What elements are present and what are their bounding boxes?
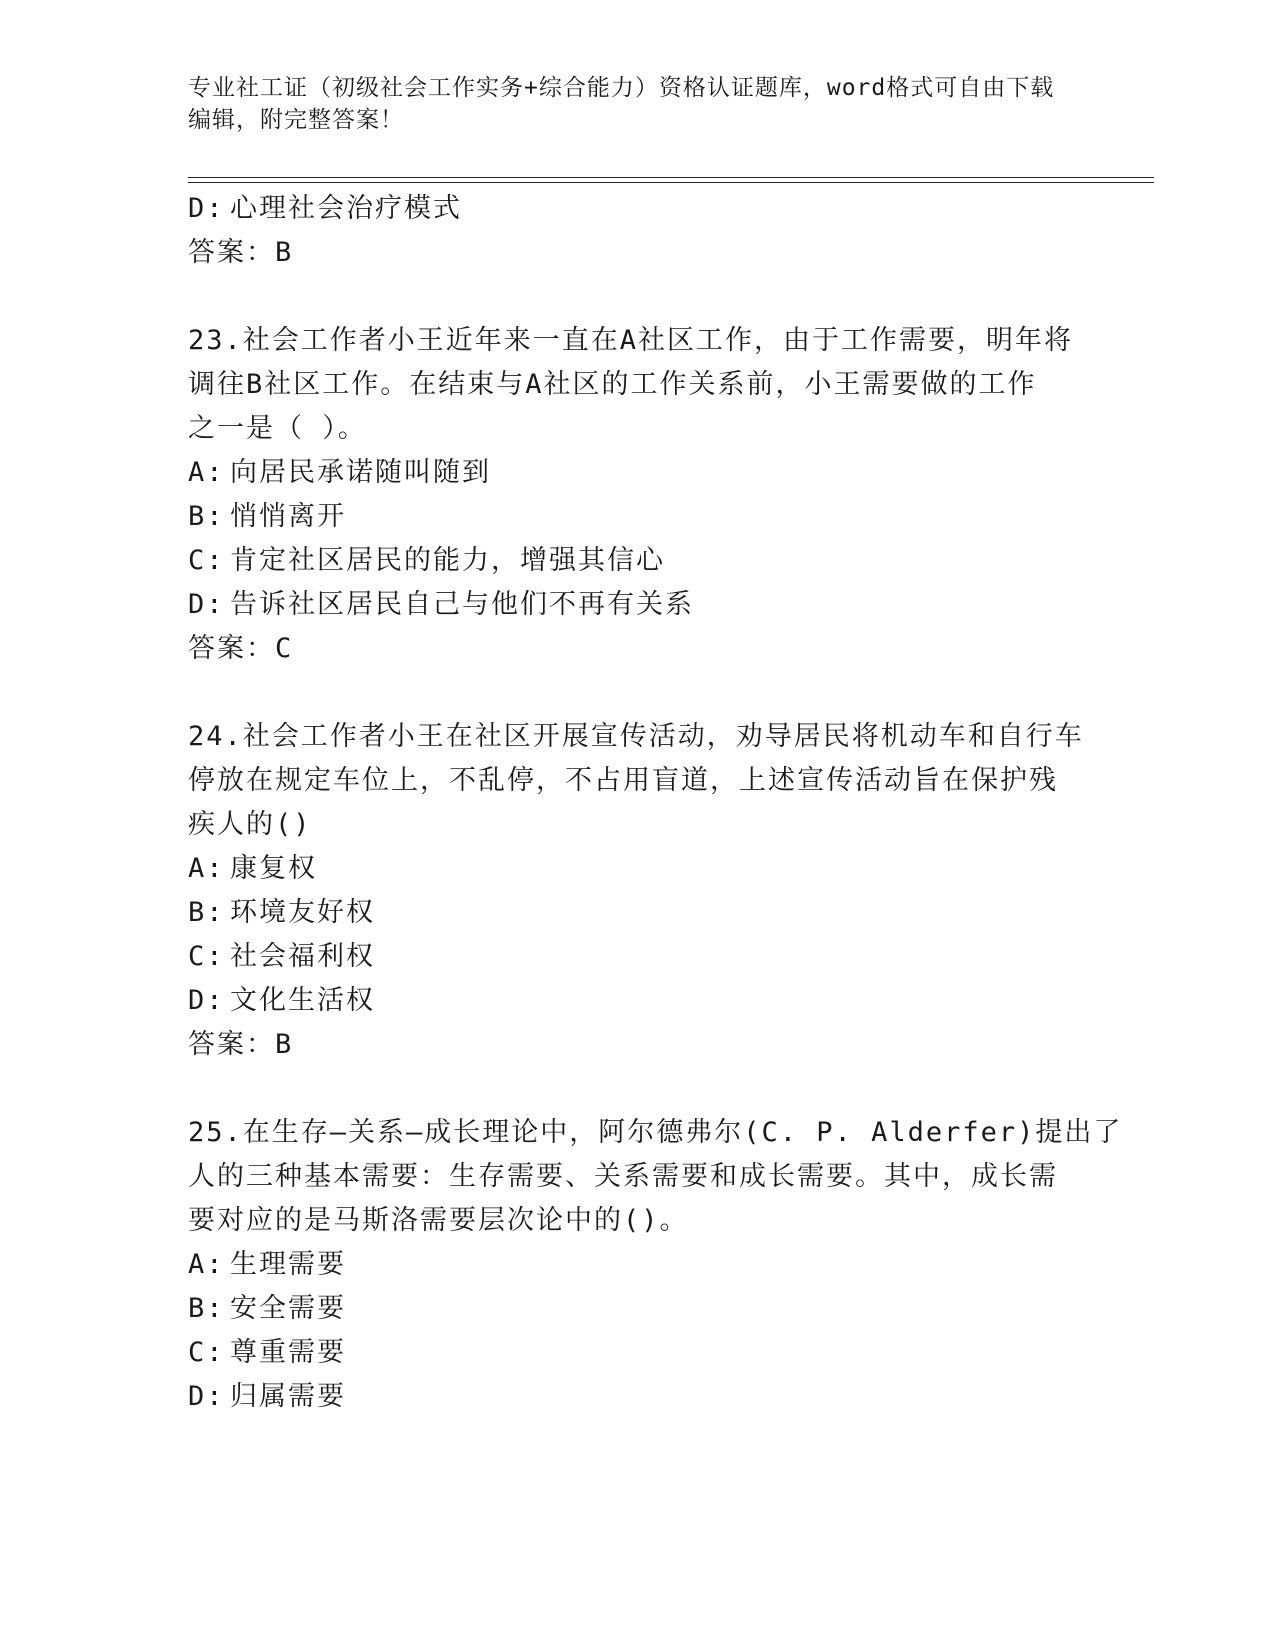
option-label: A: [188,1249,225,1280]
q25-option-a [188,1242,346,1288]
q24-stem-line-2: 停放在规定车位上，不乱停，不占用盲道，上述宣传活动旨在保护残 [188,765,1058,796]
q24-option-c [188,934,375,980]
q23-option-c [188,538,665,584]
option-text: 悄悄离开 [230,501,346,532]
q25-stem-line-1: 25.在生存—关系—成长理论中，阿尔德弗尔(C. P. Alderfer)提出了 [188,1117,1123,1148]
q23-option-b [188,494,346,540]
q24-answer: 答案：B [188,1029,294,1060]
header-rule-bottom [188,182,1154,183]
header-rule-top [188,177,1154,178]
q24-option-b [188,890,375,936]
page-header [188,72,1088,136]
option-label: A: [188,457,225,488]
option-text: 向居民承诺随叫随到 [230,457,491,488]
option-text: 心理社会治疗模式 [230,193,462,224]
option-text: 归属需要 [230,1381,346,1412]
option-label: B: [188,897,225,928]
option-text: 康复权 [230,853,317,884]
q24-option-d [188,978,375,1024]
option-text: 环境友好权 [230,897,375,928]
q24-stem-line-3: 疾人的() [188,809,312,840]
header-line-2: 编辑，附完整答案！ [188,107,404,133]
prev-answer: 答案：B [188,237,294,268]
q25-option-d [188,1374,346,1420]
option-text: 社会福利权 [230,941,375,972]
header-line-1: 专业社工证（初级社会工作实务+综合能力）资格认证题库，word格式可自由下载 [188,75,1055,101]
q25-option-c [188,1330,346,1376]
option-text: 生理需要 [230,1249,346,1280]
option-label: C: [188,1337,225,1368]
q25-stem-line-3: 要对应的是马斯洛需要层次论中的()。 [188,1205,689,1236]
option-label: A: [188,853,225,884]
option-text: 安全需要 [230,1293,346,1324]
option-text: 尊重需要 [230,1337,346,1368]
q23-option-d [188,582,694,628]
option-label: D: [188,1381,225,1412]
prev-option-d [188,186,462,232]
option-text: 告诉社区居民自己与他们不再有关系 [230,589,694,620]
option-text: 文化生活权 [230,985,375,1016]
q24-stem-line-1: 24.社会工作者小王在社区开展宣传活动，劝导居民将机动车和自行车 [188,721,1084,752]
option-label: C: [188,941,225,972]
q23-stem-line-2: 调往B社区工作。在结束与A社区的工作关系前，小王需要做的工作 [188,369,1037,400]
q23-option-a [188,450,491,496]
option-label: D: [188,985,225,1016]
option-label: D: [188,193,225,224]
option-label: B: [188,501,225,532]
q25-stem-line-2: 人的三种基本需要：生存需要、关系需要和成长需要。其中，成长需 [188,1161,1058,1192]
q24-option-a [188,846,317,892]
q23-answer: 答案：C [188,633,294,664]
q25-option-b [188,1286,346,1332]
q23-stem-line-1: 23.社会工作者小王近年来一直在A社区工作，由于工作需要，明年将 [188,325,1074,356]
option-text: 肯定社区居民的能力，增强其信心 [230,545,665,576]
q23-stem-line-3: 之一是（ ）。 [188,413,367,444]
option-label: B: [188,1293,225,1324]
option-label: C: [188,545,225,576]
option-label: D: [188,589,225,620]
